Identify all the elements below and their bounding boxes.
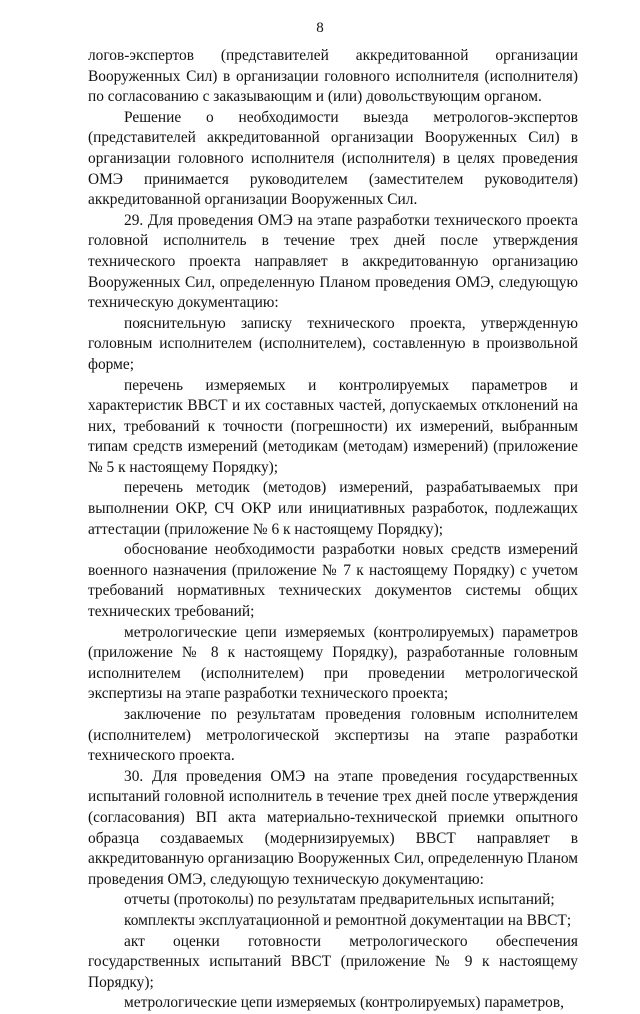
list-item-new-instruments-justification: обоснование необходимости разработки новых средств измерений военного назначения (приложение № 7 к настоящему Порядку) с учетом требований нормативных технических документов системы общих технических требований;	[88, 541, 578, 621]
page-number: 8	[316, 20, 324, 36]
list-item-explanatory-note: пояснительную записку технического проекта, утвержденную головным исполнителем (исполнителем), составленную в произвольной форме;	[88, 314, 578, 373]
document-body	[88, 46, 578, 1014]
list-item-metrological-chains-continued: метрологические цепи измеряемых (контролируемых) параметров,	[124, 994, 564, 1012]
paragraph-item-29: 29. Для проведения ОМЭ на этапе разработки технического проекта головной исполнитель в течение трех дней после утверждения технического проекта направляет в аккредитованную организацию Вооруженных Сил, определенную Планом проведения ОМЭ, следующую техническую документацию:	[88, 211, 578, 312]
list-item-metrological-chains: метрологические цепи измеряемых (контролируемых) параметров (приложение № 8 к настоящему Порядку), разработанные головным исполнителем (исполнителем) при проведении метрологической экспертизы на этапе разработки технического проекта;	[88, 623, 578, 703]
paragraph-expert-visit-decision: Решение о необходимости выезда метрологов-экспертов (представителей аккредитованной организации Вооруженных Сил) в организации головного исполнителя (исполнителя) в целях проведения ОМЭ принимается руководителем (заместителем руководителя) аккредитованной организации Вооруженных Сил.	[88, 108, 578, 209]
paragraph-item-30: 30. Для проведения ОМЭ на этапе проведения государственных испытаний головной исполнитель в течение трех дней после утверждения (согласования) ВП акта материально-технической приемки опытного образца создаваемых (модернизируемых) ВВСТ направляет в аккредитованную организацию Вооруженных Сил, определенную Планом проведения ОМЭ, следующую техническую документацию:	[88, 767, 578, 888]
paragraph-continuation: логов-экспертов (представителей аккредитованной организации Вооруженных Сил) в организации головного исполнителя (исполнителя) по согласованию с заказывающим и (или) довольствующим органом.	[88, 47, 578, 106]
list-item-readiness-assessment-act: акт оценки готовности метрологического обеспечения государственных испытаний ВВСТ (приложение № 9 к настоящему Порядку);	[88, 932, 578, 991]
list-item-operational-documentation: комплекты эксплуатационной и ремонтной документации на ВВСТ;	[124, 911, 572, 929]
list-item-methods-list: перечень методик (методов) измерений, разрабатываемых при выполнении ОКР, СЧ ОКР или инициативных разработок, подлежащих аттестации (приложение № 6 к настоящему Порядку);	[88, 479, 578, 538]
list-item-preliminary-test-reports: отчеты (протоколы) по результатам предварительных испытаний;	[124, 891, 555, 909]
list-item-parameters-list: перечень измеряемых и контролируемых параметров и характеристик ВВСТ и их составных частей, допускаемых отклонений на них, требований к точности (погрешности) их измерений, выбранным типам средств измерений (методикам (методам) измерений) (приложение № 5 к настоящему Порядку);	[88, 376, 578, 476]
list-item-expertise-conclusion: заключение по результатам проведения головным исполнителем (исполнителем) метрологической экспертизы на этапе разработки технического проекта.	[88, 706, 578, 765]
